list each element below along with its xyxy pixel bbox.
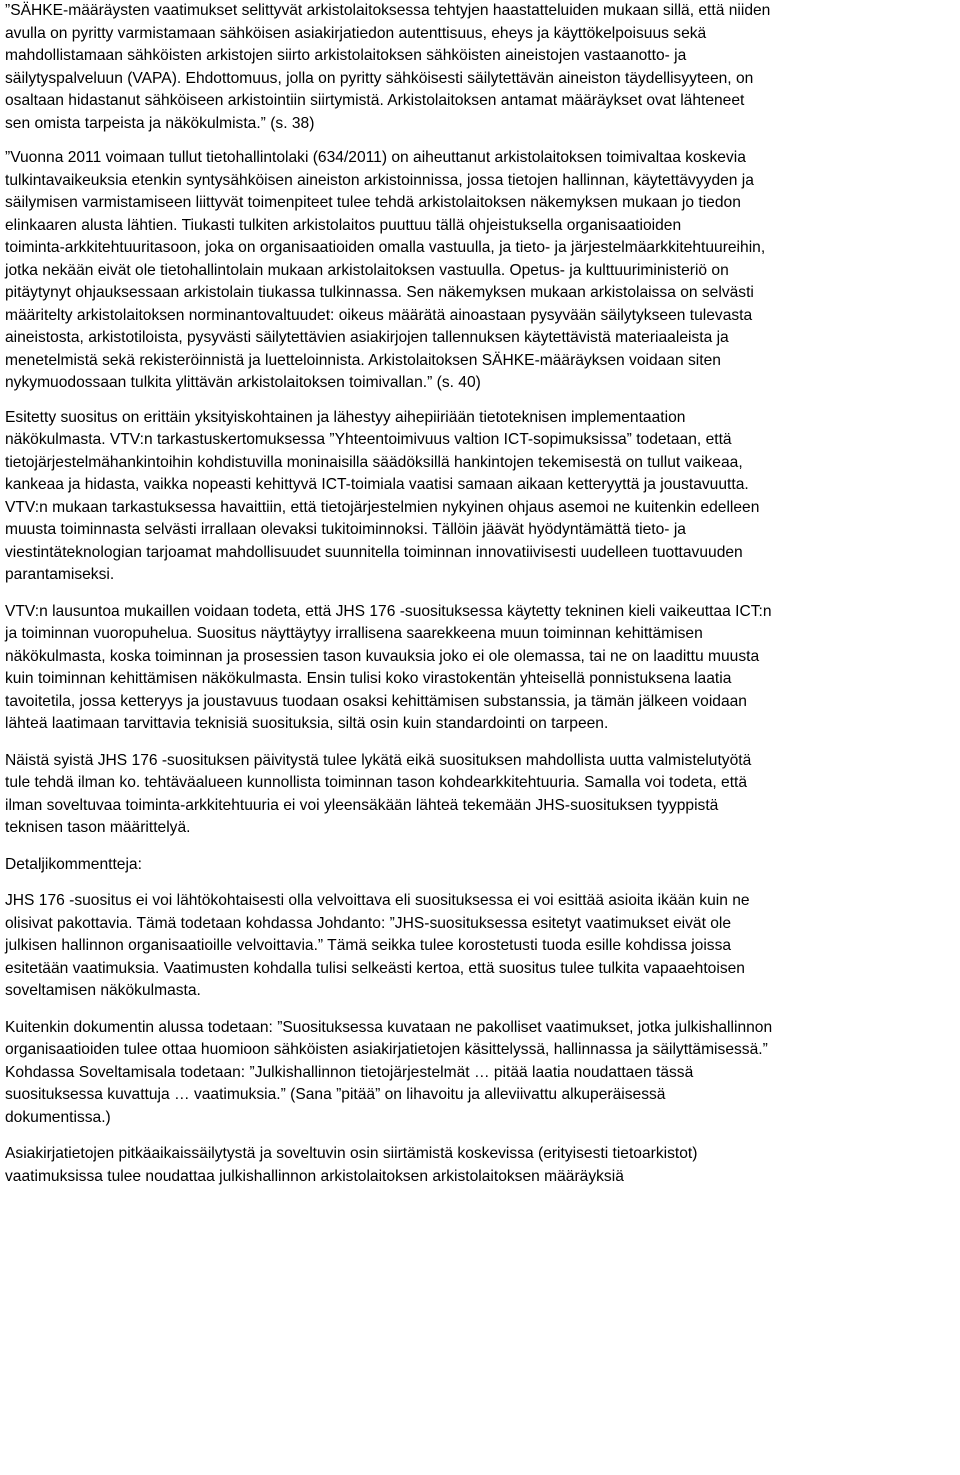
- text-line: organisaatioiden tulee ottaa huomioon sähköisten asiakirjatietojen käsittelyssä, hallinnassa ja säilyttämisessä.”: [5, 1041, 768, 1058]
- text-line: kankeaa ja hidasta, vaikka nopeasti kehittyvä ICT-toimiala vaatisi samaan aikaan ketteryyttä ja joustavuutta.: [5, 476, 749, 493]
- text-line: määritelty arkistolaitoksen norminantovaltuudet: oikeus määrätä ainoastaan pysyvään säilytykseen tulevasta: [5, 306, 753, 324]
- text-line: Kohdassa Soveltamisala todetaan: ”Julkishallinnon tietojärjestelmät … pitää laatia noudattaen tässä: [5, 1063, 694, 1081]
- text-line: näkökulmasta, koska toiminnan ja prosessien tason kuvauksia joko ei ole olemassa, tai ne on laadittu muusta: [5, 647, 760, 665]
- body-paragraph-5: [5, 750, 957, 840]
- text-line: JHS 176 -suositus ei voi lähtökohtaisesti olla velvoittava eli suosituksessa ei voi esittää asioita ikään kuin ne: [5, 892, 750, 909]
- quote-paragraph-1: [5, 0, 957, 135]
- text-line: toiminta-arkkitehtuuritasoon, joka on organisaatioiden omalla vastuulla, ja tieto- ja järjestelmäarkkitehtuureihin,: [5, 239, 766, 256]
- text-line: aineistosta, arkistotiloista, pysyvästi säilytettävien asiakirjojen tallennuksen käytettävistä materiaaleista ja: [5, 329, 729, 346]
- text-line: säilymisen varmistamiseen liittyvät toimenpiteet tulee tehdä arkistolaitoksen näkemyksen mukaan jo tiedon: [5, 194, 741, 211]
- text-line: näkökulmasta. VTV:n tarkastuskertomuksessa ”Yhteentoimivuus valtion ICT-sopimuksissa” todetaan, että: [5, 431, 732, 448]
- quote-paragraph-2: [5, 147, 957, 395]
- section-heading: [5, 854, 957, 877]
- text-line: Kuitenkin dokumentin alussa todetaan: ”Suosituksessa kuvataan ne pakolliset vaatimukset, jotka julkishallinnon: [5, 1018, 773, 1036]
- text-line: VTV:n mukaan tarkastuksessa havaittiin, että tietojärjestelmien nykyinen ohjaus asemoi ne kuitenkin edelleen: [5, 498, 760, 516]
- body-paragraph-4: [5, 601, 957, 736]
- text-line: ”SÄHKE-määräysten vaatimukset selittyvät arkistolaitoksessa tehtyjen haastatteluiden mukaan sillä, että niiden: [5, 2, 771, 19]
- text-line: teknisen tason määrittelyä.: [5, 819, 191, 836]
- text-line: elinkaaren alusta lähtien. Tiukasti tulkiten arkistolaitos puuttuu tällä ohjeistuksella organisaatioiden: [5, 216, 682, 234]
- text-line: julkisen hallinnon organisaatioille velvoittavia.” Tämä seikka tulee korostetusti tuoda esille kohdissa joissa: [5, 937, 732, 954]
- text-line: pitäytynyt ohjauksessaan arkistolain tiukassa tulkinnassa. Sen näkemyksen mukaan arkistolaissa on selvästi: [5, 284, 754, 301]
- text-line: nykymuodossaan tulkita ylittävän arkistolaitoksen toimivallan.” (s. 40): [5, 374, 481, 391]
- body-paragraph-9: [5, 1143, 957, 1188]
- text-line: jotka nekään eivät ole tietohallintolain mukaan arkistolaitoksen vastuulla. Opetus- ja kulttuuriministeriö on: [5, 261, 729, 279]
- text-line: soveltamisen näkökulmasta.: [5, 982, 201, 999]
- text-line: olisivat pakottavia. Tämä todetaan kohdassa Johdanto: ”JHS-suosituksessa esitetyt vaatimukset eivät ole: [5, 914, 732, 932]
- text-line: viestintäteknologian tarjoamat mahdollisuudet suunnitella toiminnan innovatiivisesti uudelleen tuottavuuden: [5, 543, 743, 561]
- text-line: tulkintavaikeuksia etenkin syntysähköisen aineiston arkistoinnissa, jossa tietojen hallinnan, käytettävyyden ja: [5, 171, 754, 189]
- text-line: avulla on pyritty varmistamaan sähköisen asiakirjatiedon autenttisuus, eheys ja käyttökelpoisuus sekä: [5, 24, 707, 42]
- text-line: suosituksessa kuvattuja … vaatimuksia.” (Sana ”pitää” on lihavoitu ja alleviivattu alkuperäisessä: [5, 1086, 666, 1103]
- body-paragraph-3: [5, 407, 957, 587]
- text-line: ”Vuonna 2011 voimaan tullut tietohallintolaki (634/2011) on aiheuttanut arkistolaitoksen toimivaltaa koskevia: [5, 149, 746, 166]
- text-line: ja toiminnan vuoropuhelua. Suositus näyttäytyy irrallisena saarekkeena muun toiminnan kehittämisen: [5, 625, 703, 642]
- text-line: tavoitetila, jossa ketteryys ja joustavuus tuodaan osaksi kehittämisen substanssia, ja tämän jälkeen voidaan: [5, 692, 747, 710]
- text-line: tule tehdä ilman ko. tehtäväalueen kunnollista toiminnan tason kohdearkkitehtuuria. Samalla voi todeta, että: [5, 774, 748, 791]
- document-page: [5, 0, 957, 1188]
- text-line: tietojärjestelmähankintoihin kohdistuvilla moninaisilla säädöksillä hankintojen tekemisestä on tullut vaikeaa,: [5, 453, 743, 471]
- text-line: esitetään vaatimuksia. Vaatimusten kohdalla tulisi selkeästi kertoa, että suositus tulee tulkita vapaaehtoisen: [5, 959, 745, 977]
- text-line: kuin toiminnan kehittämisen näkökulmasta. Ensin tulisi koko virastokentän yhteisellä ponnistuksena laatia: [5, 670, 732, 687]
- text-line: ilman soveltuvaa toiminta-arkkitehtuuria ei voi yleensäkään lähteä tekemään JHS-suosituksen tyyppistä: [5, 796, 719, 814]
- body-paragraph-8: [5, 1017, 957, 1130]
- text-line: osaltaan hidastanut sähköiseen arkistointiin siirtymistä. Arkistolaitoksen antamat määräykset ovat lähteneet: [5, 92, 745, 109]
- text-line: Esitetty suositus on erittäin yksityiskohtainen ja lähestyy aihepiiriään tietoteknisen implementaation: [5, 408, 686, 426]
- text-line: mahdollistamaan sähköisten arkistojen siirto arkistolaitoksen sähköisten aineistojen vastaanotto- ja: [5, 47, 687, 64]
- heading-text: Detaljikommentteja:: [5, 855, 142, 873]
- text-line: sen omista tarpeista ja näkökulmista.” (s. 38): [5, 114, 315, 132]
- text-line: Asiakirjatietojen pitkäaikaissäilytystä ja soveltuvin osin siirtämistä koskevissa (erityisesti tietoarkistot): [5, 1145, 698, 1162]
- text-line: lähteä laatimaan tarvittavia teknisiä suosituksia, siltä osin kuin standardointi on tarpeen.: [5, 715, 609, 732]
- text-line: Näistä syistä JHS 176 -suosituksen päivitystä tulee lykätä eikä suosituksen mahdollista uutta valmistelutyötä: [5, 751, 752, 769]
- text-line: vaatimuksissa tulee noudattaa julkishallinnon arkistolaitoksen arkistolaitoksen määräyksiä: [5, 1167, 624, 1185]
- text-line: parantamiseksi.: [5, 566, 115, 583]
- text-line: muusta toiminnasta selvästi irrallaan olevaksi tukitoiminnoksi. Tällöin jäävät hyödyntämättä tieto- ja: [5, 521, 686, 538]
- text-line: menetelmistä sekä rekisteröinnistä ja luetteloinnista. Arkistolaitoksen SÄHKE-määräyksen voidaan siten: [5, 351, 721, 369]
- text-line: dokumentissa.): [5, 1108, 111, 1126]
- body-paragraph-7: [5, 890, 957, 1003]
- text-line: VTV:n lausuntoa mukaillen voidaan todeta, että JHS 176 -suosituksessa käytetty tekninen kieli vaikeuttaa ICT:n: [5, 602, 772, 620]
- text-line: säilytyspalveluun (VAPA). Ehdottomuus, jolla on pyritty sähköisesti säilytettävän aineiston täydellisyyteen, on: [5, 69, 754, 87]
